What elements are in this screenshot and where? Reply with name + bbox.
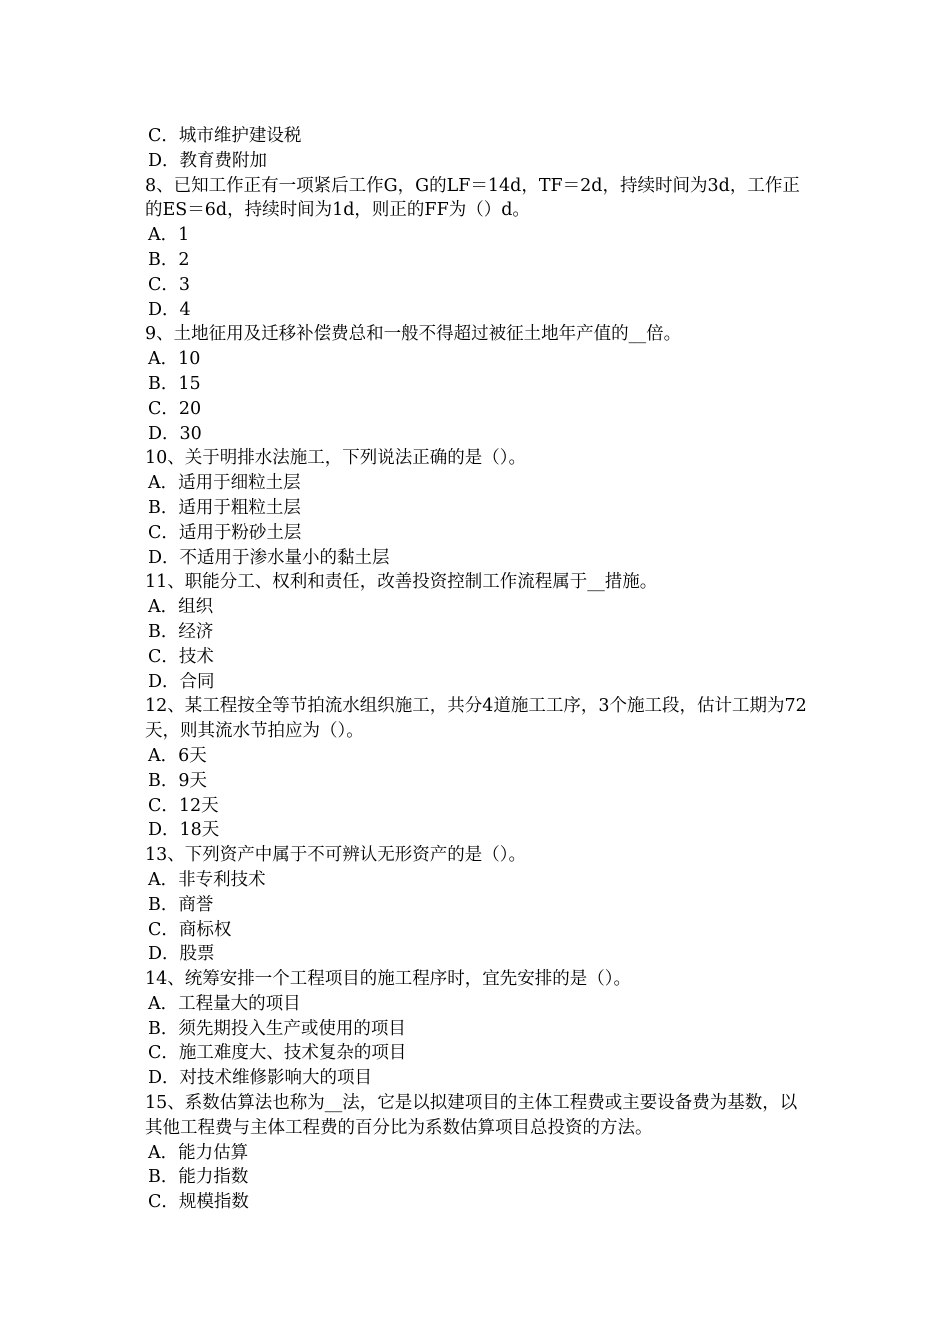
question-8-stem: 8、已知工作正有一项紧后工作G，G的LF＝14d，TF＝2d，持续时间为3d，工作正的ES＝6d，持续时间为1d，则正的FF为（）d。	[145, 175, 800, 221]
question-8-option-a: A．1	[148, 225, 190, 246]
question-13-option-d: D．股票	[148, 944, 215, 965]
option-c-prev: C．城市维护建设税	[148, 126, 302, 146]
question-8-option-b: B．2	[148, 249, 190, 270]
question-11-option-d: D．合同	[148, 671, 215, 692]
question-15-option-b: B．能力指数	[148, 1167, 249, 1188]
question-10-option-b: B．适用于粗粒土层	[148, 497, 301, 518]
question-13-option-b: B．商誉	[148, 894, 214, 915]
question-9-option-a: A．10	[148, 349, 201, 370]
question-12-option-b: B．9天	[148, 770, 207, 791]
question-8-option-d: D．4	[148, 299, 191, 320]
question-9-stem: 9、土地征用及迁移补偿费总和一般不得超过被征土地年产值的__倍。	[145, 324, 682, 345]
question-13-option-c: C．商标权	[148, 919, 232, 940]
question-9-option-c: C．20	[148, 398, 202, 419]
question-13-option-a: A．非专利技术	[148, 869, 266, 890]
question-9-option-d: D．30	[148, 423, 202, 444]
question-8-option-c: C．3	[148, 274, 191, 295]
question-11-stem: 11、职能分工、权利和责任，改善投资控制工作流程属于__措施。	[145, 572, 658, 593]
question-15-stem: 15、系数估算法也称为__法，它是以拟建项目的主体工程费或主要设备费为基数，以其他工程费与主体工程费的百分比为系数估算项目总投资的方法。	[145, 1093, 798, 1138]
question-12-option-d: D．18天	[148, 820, 220, 841]
question-14-stem: 14、统筹安排一个工程项目的施工程序时，宜先安排的是（）。	[145, 969, 632, 990]
question-14-option-d: D．对技术维修影响大的项目	[148, 1068, 373, 1089]
question-14-option-c: C．施工难度大、技术复杂的项目	[148, 1043, 407, 1064]
question-14-option-b: B．须先期投入生产或使用的项目	[148, 1018, 406, 1039]
question-9-option-b: B．15	[148, 373, 201, 394]
question-15-option-c: C．规模指数	[148, 1192, 249, 1213]
question-13-stem: 13、下列资产中属于不可辨认无形资产的是（）。	[145, 845, 527, 866]
option-d-prev: D．教育费附加	[148, 150, 268, 171]
question-10-option-d: D．不适用于渗水量小的黏土层	[148, 547, 390, 568]
question-12-stem: 12、某工程按全等节拍流水组织施工，共分4道施工工序，3个施工段，估计工期为72天，则其流水节拍应为（）。	[145, 696, 807, 742]
question-10-option-c: C．适用于粉砂土层	[148, 522, 302, 543]
question-15-option-a: A．能力估算	[148, 1142, 249, 1163]
document-body	[145, 124, 813, 1215]
question-11-option-b: B．经济	[148, 621, 214, 642]
question-12-option-a: A．6天	[148, 745, 207, 766]
question-10-option-a: A．适用于细粒土层	[148, 473, 301, 494]
question-11-option-a: A．组织	[148, 597, 214, 618]
question-11-option-c: C．技术	[148, 646, 214, 667]
question-10-stem: 10、关于明排水法施工，下列说法正确的是（）。	[145, 448, 527, 469]
question-14-option-a: A．工程量大的项目	[148, 993, 301, 1014]
question-12-option-c: C．12天	[148, 795, 219, 816]
